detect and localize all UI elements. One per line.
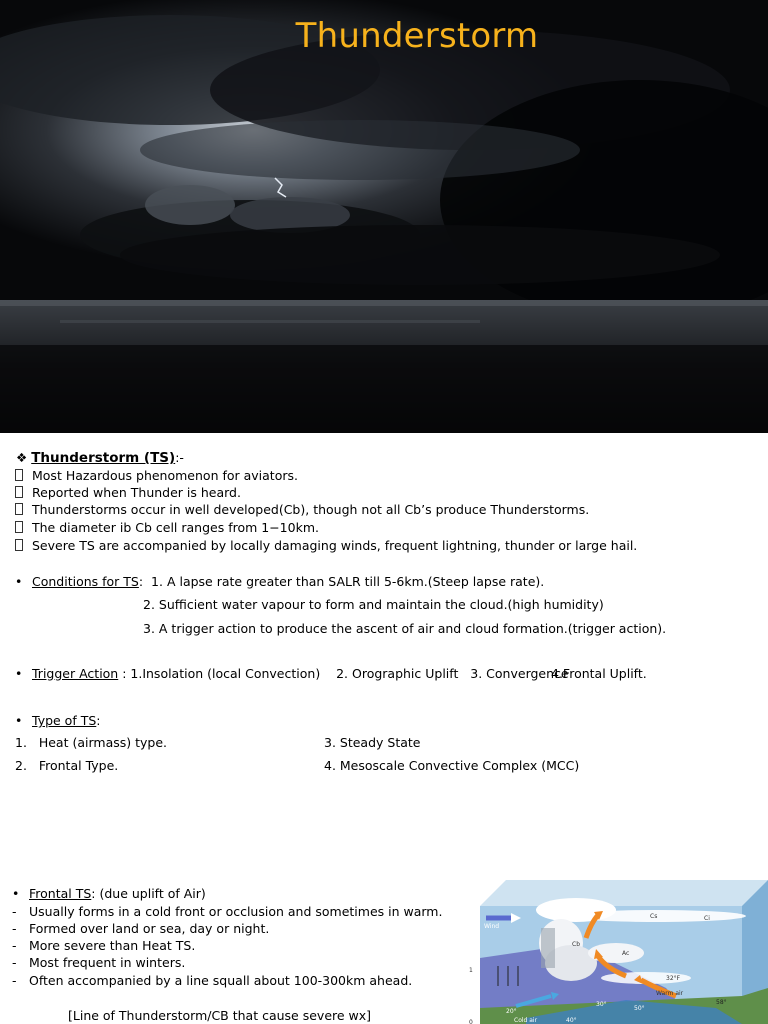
frontal-label-suffix: : (due uplift of Air)	[91, 886, 206, 901]
frontal-note: [Line of Thunderstorm/CB that cause severe wx]	[68, 1008, 372, 1023]
hero-photo	[0, 0, 768, 433]
ts-item	[15, 468, 298, 484]
frontal-item	[12, 973, 413, 989]
frontal-label: Frontal TS	[29, 886, 92, 901]
ts-heading-suffix: :-	[175, 450, 184, 465]
frontal-item-text: Most frequent in winters.	[29, 955, 186, 970]
diagram-label: 40°	[566, 1017, 577, 1024]
conditions-line: • Conditions for TS: 1. A lapse rate greater than SALR till 5-6km.(Steep lapse rate).	[15, 574, 545, 589]
condition-item: 3. A trigger action to produce the ascent of air and cloud formation.(trigger action).	[143, 621, 667, 636]
diagram-label: Cs	[650, 913, 658, 920]
frontal-item-text: Usually forms in a cold front or occlusion and sometimes in warm.	[29, 904, 443, 919]
square-bullet-icon	[15, 469, 23, 481]
diagram-label: Wind	[484, 923, 500, 930]
storm-photo-graphic	[0, 0, 768, 433]
ts-item	[15, 520, 319, 536]
frontal-ts-diagram	[466, 868, 768, 1024]
diagram-label: Cb	[572, 941, 580, 948]
frontal-line	[12, 886, 206, 902]
square-bullet-icon	[15, 521, 23, 533]
type-item: 4. Mesoscale Convective Complex (MCC)	[324, 758, 580, 773]
frontal-item-text: Formed over land or sea, day or night.	[29, 921, 270, 936]
page-title: Thunderstorm	[295, 16, 539, 56]
diagram-label: Cold air	[514, 1017, 538, 1024]
type-item: 2. Frontal Type.	[15, 758, 119, 773]
square-bullet-icon	[15, 539, 23, 551]
diagram-label: 1	[469, 967, 473, 974]
types-label: Type of TS	[32, 713, 97, 728]
types-line: • Type of TS:	[15, 713, 101, 728]
diagram-label: Ac	[622, 950, 630, 957]
ts-item-text: The diameter ib Cb cell ranges from 1−10km.	[32, 520, 319, 535]
diagram-label: 20°	[506, 1008, 517, 1015]
condition-item: 1. A lapse rate greater than SALR till 5-6km.(Steep lapse rate).	[151, 574, 545, 589]
dash-bullet: -	[12, 973, 17, 988]
trigger-text: : 1.Insolation (local Convection) 2. Orographic Uplift 3. Convergence	[118, 666, 569, 681]
ts-item	[15, 485, 241, 501]
type-item: 1. Heat (airmass) type.	[15, 735, 168, 750]
trigger-label: Trigger Action	[32, 666, 119, 681]
dash-bullet: -	[12, 921, 17, 936]
diagram-label: 30°	[596, 1001, 607, 1008]
dash-bullet: -	[12, 955, 17, 970]
frontal-item	[12, 955, 186, 971]
diamond-bullet-icon: ❖	[16, 450, 28, 465]
ts-item-text: Thunderstorms occur in well developed(Cb), though not all Cb’s produce Thunderstorms.	[32, 502, 590, 517]
ts-item-text: Reported when Thunder is heard.	[32, 485, 241, 500]
frontal-item	[12, 904, 443, 920]
diagram-label: Ci	[704, 915, 710, 922]
bullet-icon: •	[12, 886, 20, 901]
square-bullet-icon	[15, 486, 23, 498]
conditions-label: Conditions for TS	[32, 574, 139, 589]
dash-bullet: -	[12, 904, 17, 919]
condition-item: 2. Sufficient water vapour to form and maintain the cloud.(high humidity)	[143, 597, 604, 612]
diagram-label: 32°F	[666, 975, 681, 982]
diagram-label: Warm air	[656, 990, 684, 997]
bullet-icon: •	[15, 713, 23, 728]
ts-item	[15, 538, 638, 554]
diagram-label: 50°	[634, 1005, 645, 1012]
frontal-item	[12, 938, 196, 954]
diagram-label: 0	[469, 1019, 473, 1024]
square-bullet-icon	[15, 503, 23, 515]
frontal-item-text: Often accompanied by a line squall about 100-300km ahead.	[29, 973, 413, 988]
diagram-label: 58°	[716, 999, 727, 1006]
dash-bullet: -	[12, 938, 17, 953]
trigger-text-end: 4.Frontal Uplift.	[551, 666, 647, 681]
ts-heading: Thunderstorm (TS)	[31, 450, 176, 466]
ts-item	[15, 502, 590, 518]
diagram-graphic	[466, 868, 768, 1024]
ts-heading-line	[16, 450, 184, 466]
type-item: 3. Steady State	[324, 735, 421, 750]
trigger-line	[15, 666, 569, 682]
bullet-icon: •	[15, 574, 23, 589]
frontal-item-text: More severe than Heat TS.	[29, 938, 196, 953]
ts-item-text: Severe TS are accompanied by locally damaging winds, frequent lightning, thunder or large hail.	[32, 538, 638, 553]
bullet-icon: •	[15, 666, 23, 681]
ts-item-text: Most Hazardous phenomenon for aviators.	[32, 468, 298, 483]
frontal-item	[12, 921, 270, 937]
